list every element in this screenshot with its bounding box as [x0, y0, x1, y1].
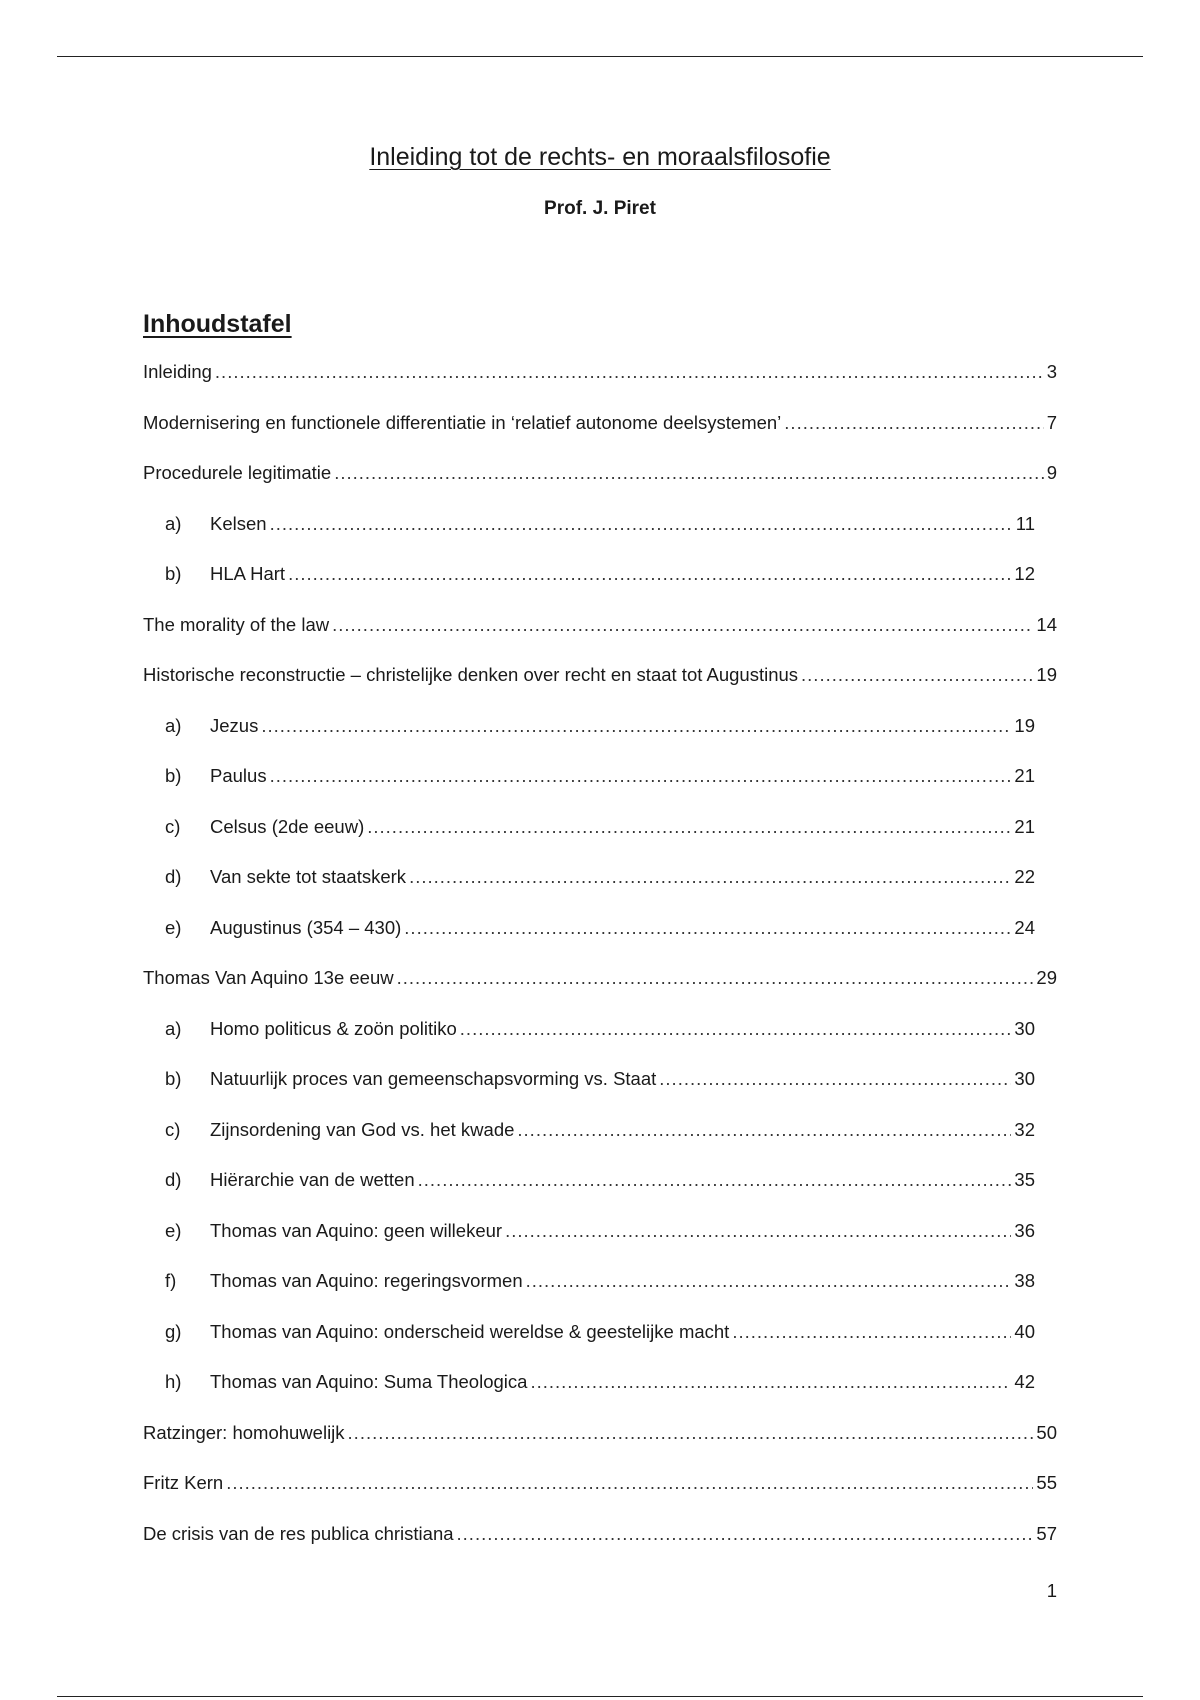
toc-entry-link[interactable]: [165, 1369, 1035, 1395]
toc-entry-title: Thomas Van Aquino 13e eeuw: [143, 967, 394, 988]
toc-entry: [165, 561, 1035, 587]
toc-entry: [165, 1066, 1035, 1092]
toc-entry: [143, 1521, 1057, 1547]
toc-entry-link[interactable]: [165, 1117, 1035, 1143]
toc-entry-link[interactable]: [165, 864, 1035, 890]
footer-rule: [57, 1696, 1143, 1697]
toc-dot-leader: [784, 410, 1043, 436]
toc-entry-title: Kelsen: [210, 512, 267, 534]
toc-entry: [165, 1167, 1035, 1193]
toc-entry-page: 50: [1036, 1421, 1057, 1443]
toc-entry-link[interactable]: [165, 1218, 1035, 1244]
toc-entry-page: 24: [1014, 916, 1035, 938]
toc-entry-link[interactable]: [143, 1420, 1057, 1446]
toc-entry-title: HLA Hart: [210, 563, 286, 584]
toc-dot-leader: [526, 1268, 1012, 1294]
toc-entry-page: 19: [1014, 714, 1035, 736]
toc-entry-title: Zijnsordening van God vs. het kwade: [210, 1118, 515, 1140]
toc-entry-page: 40: [1014, 1320, 1035, 1342]
toc-entry-link[interactable]: [165, 1167, 1035, 1193]
toc-dot-leader: [460, 1016, 1012, 1042]
toc-dot-leader: [367, 814, 1011, 840]
toc-dot-leader: [270, 511, 1013, 537]
toc-dot-leader: [226, 1470, 1033, 1496]
toc-entry-link[interactable]: [165, 1319, 1035, 1345]
toc-entry-link[interactable]: [143, 612, 1057, 638]
toc-entry: [143, 1420, 1057, 1446]
toc-entry: [143, 1470, 1057, 1496]
toc-entry-title: Celsus (2de eeuw): [210, 815, 365, 837]
toc-entry-title: Thomas van Aquino: onderscheid wereldse & geestelijke macht: [210, 1320, 730, 1342]
toc-entry-link[interactable]: [143, 662, 1057, 688]
toc-entry: [143, 662, 1057, 688]
toc-entry-title: Paulus: [210, 765, 267, 786]
toc-heading: Inhoudstafel: [143, 310, 292, 338]
toc-dot-leader: [261, 713, 1011, 739]
toc-dot-leader: [397, 965, 1034, 991]
toc-entry-title: Thomas van Aquino: Suma Theologica: [210, 1371, 528, 1392]
document-author: Prof. J. Piret: [544, 198, 656, 219]
toc-entry-page: 9: [1046, 462, 1057, 483]
toc-entry-title: Van sekte tot staatskerk: [210, 866, 407, 887]
toc-entry-link[interactable]: [165, 511, 1035, 537]
toc-dot-leader: [409, 864, 1011, 890]
toc-entry: [165, 763, 1035, 789]
toc-entry-page: 38: [1014, 1270, 1035, 1291]
toc-dot-leader: [732, 1319, 1011, 1345]
toc-entry-page: 21: [1014, 815, 1035, 837]
toc-entry-page: 35: [1014, 1169, 1035, 1190]
toc-dot-leader: [288, 561, 1011, 587]
toc-entry-page: 19: [1036, 664, 1057, 685]
toc-entry-letter: d): [165, 866, 182, 887]
toc-dot-leader: [270, 763, 1012, 789]
toc-entry-link[interactable]: [165, 561, 1035, 587]
toc-dot-leader: [332, 612, 1033, 638]
toc-entry-title: Fritz Kern: [143, 1472, 224, 1493]
toc-dot-leader: [348, 1420, 1034, 1446]
toc-dot-leader: [505, 1218, 1011, 1244]
toc-entry: [165, 1319, 1035, 1345]
toc-dot-leader: [404, 915, 1011, 941]
page-number: 1: [1046, 1580, 1057, 1601]
toc-dot-leader: [215, 359, 1044, 385]
toc-entry-link[interactable]: [165, 763, 1035, 789]
toc-entry: [165, 1117, 1035, 1143]
toc-entry: [165, 1218, 1035, 1244]
toc-entry-link[interactable]: [165, 1268, 1035, 1294]
toc-entry-title: Historische reconstructie – christelijke denken over recht en staat tot Augustinus: [143, 664, 799, 685]
toc-entry-page: 12: [1014, 563, 1035, 584]
toc-entry-title: Homo politicus & zoön politiko: [210, 1017, 457, 1039]
toc-entry: [165, 814, 1035, 840]
toc-entry: [165, 915, 1035, 941]
toc-entry-page: 21: [1014, 765, 1035, 786]
toc-entry: [143, 965, 1057, 991]
toc-entry-title: Thomas van Aquino: regeringsvormen: [210, 1270, 523, 1291]
toc-entry-link[interactable]: [143, 1470, 1057, 1496]
toc-dot-leader: [418, 1167, 1012, 1193]
toc-dot-leader: [530, 1369, 1011, 1395]
toc-entry: [165, 1369, 1035, 1395]
toc-entry-letter: e): [165, 916, 182, 938]
toc-entry-letter: a): [165, 1017, 182, 1039]
toc-entry: [165, 864, 1035, 890]
toc-entry-title: Hiërarchie van de wetten: [210, 1169, 415, 1190]
toc-entry-link[interactable]: [143, 1521, 1057, 1547]
toc-entry: [143, 410, 1057, 436]
toc-entry-link[interactable]: [165, 915, 1035, 941]
toc-entry-letter: f): [165, 1270, 177, 1291]
toc-entry-page: 14: [1036, 613, 1057, 635]
toc-dot-leader: [457, 1521, 1034, 1547]
toc-entry-page: 11: [1015, 512, 1035, 534]
toc-entry-letter: a): [165, 714, 182, 736]
toc-entry-page: 55: [1036, 1472, 1057, 1493]
toc-entry-page: 30: [1014, 1068, 1035, 1089]
toc-entry: [143, 612, 1057, 638]
toc-entry-page: 29: [1036, 967, 1057, 988]
toc-entry-letter: h): [165, 1371, 182, 1392]
toc-entry-letter: d): [165, 1169, 182, 1190]
toc-entry-letter: b): [165, 1068, 182, 1089]
toc-entry: [143, 359, 1057, 385]
toc-entry-title: Augustinus (354 – 430): [210, 916, 402, 938]
toc-entry: [143, 460, 1057, 486]
toc-entry-page: 3: [1046, 361, 1057, 382]
toc-entry: [165, 713, 1035, 739]
table-of-contents: [143, 359, 1057, 1571]
header-rule: [57, 56, 1143, 57]
toc-dot-leader: [801, 662, 1033, 688]
toc-entry-title: Natuurlijk proces van gemeenschapsvorming vs. Staat: [210, 1068, 657, 1089]
toc-entry-letter: b): [165, 765, 182, 786]
toc-entry-title: Inleiding: [143, 361, 212, 382]
toc-entry-page: 32: [1014, 1118, 1035, 1140]
toc-entry-link[interactable]: [165, 814, 1035, 840]
toc-entry-title: Ratzinger: homohuwelijk: [143, 1421, 345, 1443]
toc-entry-link[interactable]: [143, 359, 1057, 385]
toc-entry-link[interactable]: [165, 713, 1035, 739]
toc-entry-link[interactable]: [143, 965, 1057, 991]
toc-entry-link[interactable]: [165, 1066, 1035, 1092]
toc-entry-letter: b): [165, 563, 182, 584]
toc-entry-page: 36: [1014, 1219, 1035, 1241]
toc-entry-title: The morality of the law: [143, 613, 330, 635]
toc-entry-letter: c): [165, 815, 181, 837]
toc-entry-page: 57: [1036, 1522, 1057, 1544]
toc-entry: [165, 1016, 1035, 1042]
toc-entry-link[interactable]: [165, 1016, 1035, 1042]
document-title: Inleiding tot de rechts- en moraalsfilosofie: [369, 143, 831, 171]
toc-entry-letter: a): [165, 512, 182, 534]
toc-entry-title: De crisis van de res publica christiana: [143, 1522, 454, 1544]
toc-entry-title: Thomas van Aquino: geen willekeur: [210, 1219, 503, 1241]
toc-entry: [165, 511, 1035, 537]
toc-entry-title: Procedurele legitimatie: [143, 462, 332, 483]
toc-entry-page: 30: [1014, 1017, 1035, 1039]
toc-entry-letter: c): [165, 1118, 181, 1140]
toc-entry-title: Jezus: [210, 714, 259, 736]
toc-entry-link[interactable]: [143, 460, 1057, 486]
toc-entry: [165, 1268, 1035, 1294]
toc-entry-link[interactable]: [143, 410, 1057, 436]
toc-entry-page: 42: [1014, 1371, 1035, 1392]
toc-entry-title: Modernisering en functionele differentiatie in ‘relatief autonome deelsystemen’: [143, 411, 782, 433]
toc-dot-leader: [659, 1066, 1011, 1092]
toc-entry-page: 7: [1046, 411, 1057, 433]
toc-dot-leader: [517, 1117, 1011, 1143]
toc-entry-page: 22: [1014, 866, 1035, 887]
toc-entry-letter: g): [165, 1320, 182, 1342]
toc-entry-letter: e): [165, 1219, 182, 1241]
toc-dot-leader: [334, 460, 1044, 486]
